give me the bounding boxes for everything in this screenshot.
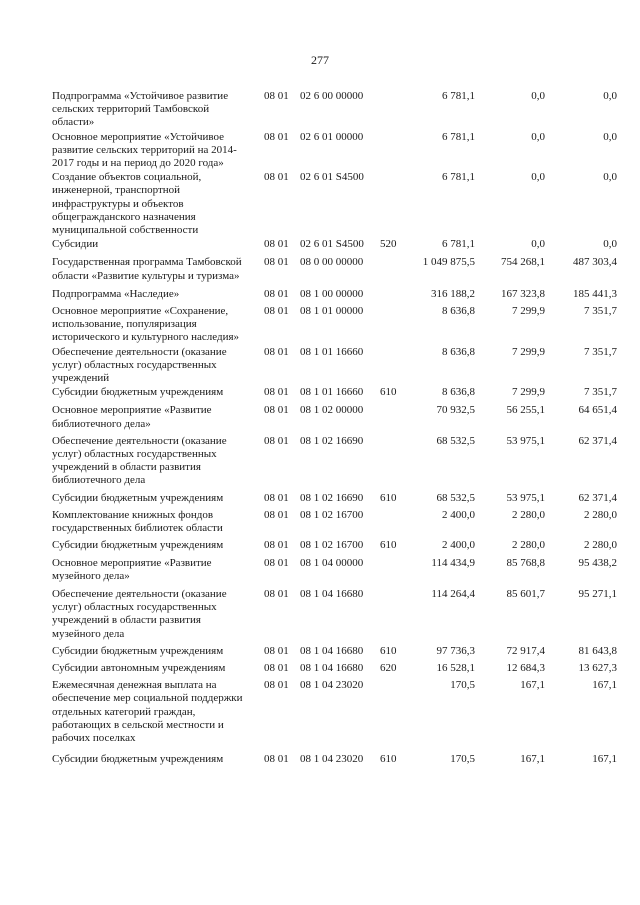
row-value-1: 170,5 (450, 753, 475, 766)
row-expense-type: 520 (380, 238, 397, 251)
row-name: Подпрограмма «Устойчивое развитие сельских территорий Тамбовской области» (52, 90, 229, 129)
row-section: 08 01 (264, 644, 289, 657)
row-code: 08 1 02 16700 (300, 508, 364, 521)
row-value-1: 6 781,1 (442, 171, 475, 184)
row-value-3: 185 441,3 (573, 287, 617, 300)
row-name: Субсидии бюджетным учреждениям (52, 386, 224, 399)
row-value-1: 6 781,1 (442, 90, 475, 102)
row-value-3: 62 371,4 (578, 491, 617, 504)
row-section: 08 01 (264, 434, 289, 447)
row-name: Комплектование книжных фондов государственных библиотек области (52, 508, 223, 535)
row-value-2: 754 268,1 (501, 256, 545, 269)
row-expense-type: 610 (380, 539, 397, 552)
row-value-1: 114 264,4 (431, 587, 475, 600)
row-code: 08 1 02 00000 (300, 404, 364, 417)
table-row (52, 492, 617, 505)
row-value-1: 2 400,0 (442, 508, 475, 521)
table-row (52, 662, 617, 675)
row-section: 08 01 (264, 661, 289, 674)
row-value-3: 7 351,7 (584, 345, 617, 358)
row-expense-type: 610 (380, 753, 397, 766)
row-value-1: 8 636,8 (442, 345, 475, 358)
row-name: Государственная программа Тамбовской области «Развитие культуры и туризма» (52, 256, 242, 282)
row-value-2: 0,0 (531, 90, 545, 102)
row-value-3: 64 651,4 (578, 404, 617, 417)
row-value-2: 72 917,4 (506, 644, 545, 657)
row-section: 08 01 (264, 256, 289, 269)
row-code: 02 6 01 00000 (300, 130, 364, 143)
row-name: Субсидии автономным учреждениям (52, 661, 226, 674)
row-expense-type: 610 (380, 386, 397, 399)
row-value-2: 0,0 (531, 238, 545, 251)
row-name: Подпрограмма «Наследие» (52, 287, 180, 300)
row-value-2: 2 280,0 (512, 539, 545, 552)
row-value-3: 0,0 (603, 171, 617, 184)
row-value-2: 56 255,1 (506, 404, 545, 417)
row-value-3: 81 643,8 (578, 644, 617, 657)
row-value-1: 2 400,0 (442, 539, 475, 552)
row-value-1: 6 781,1 (442, 130, 475, 143)
row-value-2: 85 768,8 (506, 556, 545, 569)
table-row (52, 753, 617, 766)
row-name: Субсидии бюджетным учреждениям (52, 753, 224, 766)
row-value-2: 0,0 (531, 130, 545, 143)
row-section: 08 01 (264, 539, 289, 552)
row-expense-type: 620 (380, 661, 397, 674)
row-value-3: 7 351,7 (584, 386, 617, 399)
row-name: Субсидии бюджетным учреждениям (52, 539, 224, 552)
row-value-3: 487 303,4 (573, 256, 617, 269)
row-section: 08 01 (264, 238, 289, 251)
row-value-3: 7 351,7 (584, 305, 617, 318)
row-name: Субсидии (52, 238, 99, 251)
table-row (52, 131, 617, 171)
row-section: 08 01 (264, 556, 289, 569)
row-section: 08 01 (264, 171, 289, 184)
table-row (52, 539, 617, 552)
row-value-1: 6 781,1 (442, 238, 475, 251)
row-value-3: 95 438,2 (578, 556, 617, 569)
row-value-2: 7 299,9 (512, 345, 545, 358)
row-value-3: 0,0 (603, 130, 617, 143)
row-value-3: 0,0 (603, 90, 617, 102)
row-expense-type: 610 (380, 644, 397, 657)
table-row (52, 557, 617, 583)
row-value-2: 167 323,8 (501, 287, 545, 300)
row-code: 08 1 00 00000 (300, 287, 364, 300)
row-value-1: 97 736,3 (436, 644, 475, 657)
row-value-2: 7 299,9 (512, 386, 545, 399)
row-section: 08 01 (264, 287, 289, 300)
row-name: Обеспечение деятельности (оказание услуг) областных государственных учреждений в области развития библиотечного дела (52, 434, 227, 487)
table-row (52, 435, 617, 488)
row-value-2: 85 601,7 (506, 587, 545, 600)
row-section: 08 01 (264, 404, 289, 417)
row-value-3: 62 371,4 (578, 434, 617, 447)
row-code: 08 1 02 16690 (300, 491, 364, 504)
row-name: Основное мероприятие «Устойчивое развитие сельских территорий на 2014-2017 годы и на период до 2020 года» (52, 130, 237, 170)
row-code: 08 1 04 23020 (300, 679, 364, 692)
row-section: 08 01 (264, 305, 289, 318)
row-code: 02 6 01 S4500 (300, 171, 364, 184)
row-code: 08 1 01 16660 (300, 345, 364, 358)
row-name: Создание объектов социальной, инженерной, транспортной инфраструктуры и объектов общегражданского назначения муниципальной собственности (52, 171, 202, 237)
row-section: 08 01 (264, 345, 289, 358)
row-code: 08 1 04 23020 (300, 753, 364, 766)
row-code: 08 1 04 16680 (300, 661, 364, 674)
row-value-2: 2 280,0 (512, 508, 545, 521)
table-row (52, 238, 617, 251)
row-value-2: 167,1 (520, 753, 545, 766)
row-value-1: 170,5 (450, 679, 475, 692)
row-name: Основное мероприятие «Развитие музейного дела» (52, 556, 212, 582)
row-value-1: 68 532,5 (436, 434, 475, 447)
row-value-1: 68 532,5 (436, 491, 475, 504)
row-expense-type: 610 (380, 491, 397, 504)
row-value-1: 316 188,2 (431, 287, 475, 300)
budget-table (52, 90, 617, 766)
row-section: 08 01 (264, 753, 289, 766)
row-value-2: 167,1 (520, 679, 545, 692)
page-number: 277 (311, 53, 329, 67)
table-row (52, 171, 617, 237)
row-value-3: 167,1 (592, 679, 617, 692)
table-row (52, 346, 617, 386)
row-section: 08 01 (264, 386, 289, 399)
table-row (52, 90, 617, 130)
row-section: 08 01 (264, 491, 289, 504)
table-row (52, 645, 617, 658)
row-value-2: 12 684,3 (506, 661, 545, 674)
row-section: 08 01 (264, 130, 289, 143)
row-value-2: 7 299,9 (512, 305, 545, 318)
row-value-1: 16 528,1 (436, 661, 475, 674)
row-value-2: 53 975,1 (506, 491, 545, 504)
table-row (52, 288, 617, 301)
row-section: 08 01 (264, 679, 289, 692)
row-value-3: 95 271,1 (578, 587, 617, 600)
row-code: 08 1 04 16680 (300, 644, 364, 657)
row-code: 02 6 00 00000 (300, 90, 364, 102)
row-value-1: 8 636,8 (442, 386, 475, 399)
row-code: 08 1 01 00000 (300, 305, 364, 318)
row-value-3: 0,0 (603, 238, 617, 251)
row-code: 08 1 04 16680 (300, 587, 364, 600)
row-name: Субсидии бюджетным учреждениям (52, 644, 224, 657)
row-name: Основное мероприятие «Развитие библиотечного дела» (52, 404, 212, 430)
row-name: Основное мероприятие «Сохранение, использование, популяризация исторического и культурного наследия» (52, 305, 240, 344)
row-value-2: 53 975,1 (506, 434, 545, 447)
row-section: 08 01 (264, 508, 289, 521)
row-value-3: 167,1 (592, 753, 617, 766)
table-row (52, 386, 617, 399)
table-row (52, 679, 617, 745)
row-value-1: 70 932,5 (436, 404, 475, 417)
row-value-3: 13 627,3 (578, 661, 617, 674)
row-value-3: 2 280,0 (584, 539, 617, 552)
row-code: 02 6 01 S4500 (300, 238, 364, 251)
row-name: Ежемесячная денежная выплата на обеспечение мер социальной поддержки отдельных категорий граждан, работающих в сельской местности и рабочих поселках (52, 679, 243, 744)
row-code: 08 1 04 00000 (300, 556, 364, 569)
row-name: Обеспечение деятельности (оказание услуг) областных государственных учреждений (52, 345, 227, 385)
row-value-3: 2 280,0 (584, 508, 617, 521)
table-row (52, 509, 617, 535)
row-value-2: 0,0 (531, 171, 545, 184)
row-code: 08 1 02 16690 (300, 434, 364, 447)
row-value-1: 8 636,8 (442, 305, 475, 318)
row-name: Обеспечение деятельности (оказание услуг) областных государственных учреждений в области развития музейного дела (52, 587, 227, 640)
row-name: Субсидии бюджетным учреждениям (52, 491, 224, 504)
table-row (52, 305, 617, 345)
table-row (52, 256, 617, 282)
row-section: 08 01 (264, 90, 289, 102)
row-value-1: 1 049 875,5 (422, 256, 475, 269)
table-row (52, 404, 617, 430)
row-code: 08 0 00 00000 (300, 256, 364, 269)
table-row (52, 588, 617, 641)
row-code: 08 1 01 16660 (300, 386, 364, 399)
row-value-1: 114 434,9 (431, 556, 475, 569)
row-code: 08 1 02 16700 (300, 539, 364, 552)
row-section: 08 01 (264, 587, 289, 600)
